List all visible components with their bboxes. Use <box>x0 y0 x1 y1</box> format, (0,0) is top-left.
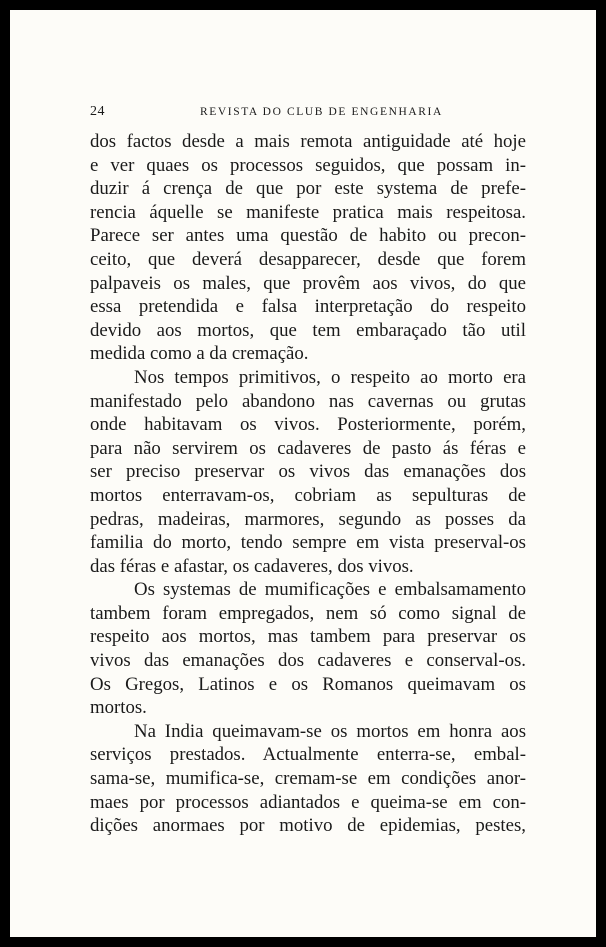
text-line: dos factos desde a mais remota antiguidade até hoje <box>90 131 526 152</box>
running-title: REVISTA DO CLUB DE ENGENHARIA <box>200 106 443 118</box>
text-line: vivos das emanações dos cadaveres e conserval-os. <box>90 650 526 672</box>
text-line: mortos. <box>90 697 147 719</box>
paragraph-4 <box>90 720 526 838</box>
text-line: das féras e afastar, os cadaveres, dos vivos. <box>90 555 414 577</box>
text-line: Os systemas de mumificações e embalsamamento <box>134 579 526 601</box>
text-line: medida como a da cremação. <box>90 343 309 365</box>
text-line: respeito aos mortos, mas tambem para preservar os <box>90 626 526 648</box>
text-line: Parece ser antes uma questão de habito ou precon- <box>90 225 526 247</box>
text-line: duzir á crença de que por este systema de prefe- <box>90 178 526 200</box>
text-line: serviços prestados. Actualmente enterra-se, embal- <box>90 744 526 766</box>
text-line: essa pretendida e falsa interpretação do respeito <box>90 296 526 318</box>
text-line: dições anormaes por motivo de epidemias, pestes, <box>90 815 526 837</box>
text-line: maes por processos adiantados e queima-se em con- <box>90 791 526 813</box>
text-line: rencia áquelle se manifeste pratica mais respeitosa. <box>90 201 526 223</box>
text-line: ser preciso preservar os vivos das emanações dos <box>90 461 526 483</box>
paragraph-1 <box>90 130 526 366</box>
text-line: onde habitavam os vivos. Posteriormente, porém, <box>90 414 526 436</box>
text-line: tambem foram empregados, nem só como signal de <box>90 602 526 624</box>
text-line: palpaveis os males, que provêm aos vivos, do que <box>90 272 526 294</box>
text-line: mortos enterravam-os, cobriam as sepulturas de <box>90 484 526 506</box>
text-line: para não servirem os cadaveres de pasto ás féras e <box>90 437 526 459</box>
paragraph-2 <box>90 366 526 578</box>
body-text <box>90 130 526 838</box>
book-page <box>10 10 596 937</box>
text-line: ceito, que deverá desapparecer, desde que forem <box>90 248 526 270</box>
text-line: familia do morto, tendo sempre em vista preserval-os <box>90 532 526 554</box>
text-line: manifestado pelo abandono nas cavernas ou grutas <box>90 390 526 412</box>
text-line: e ver quaes os processos seguidos, que possam in- <box>90 154 526 176</box>
text-line: Os Gregos, Latinos e os Romanos queimavam os <box>90 673 526 695</box>
page-header <box>90 104 535 124</box>
text-line: devido aos mortos, que tem embaraçado tão util <box>90 319 526 341</box>
page-number: 24 <box>90 104 105 119</box>
text-line: pedras, madeiras, marmores, segundo as posses da <box>90 508 526 530</box>
paragraph-3 <box>90 578 526 720</box>
text-line: sama-se, mumifica-se, cremam-se em condições anor- <box>90 768 526 790</box>
text-line: Nos tempos primitivos, o respeito ao morto era <box>134 366 526 388</box>
text-line: Na India queimavam-se os mortos em honra aos <box>134 720 526 742</box>
